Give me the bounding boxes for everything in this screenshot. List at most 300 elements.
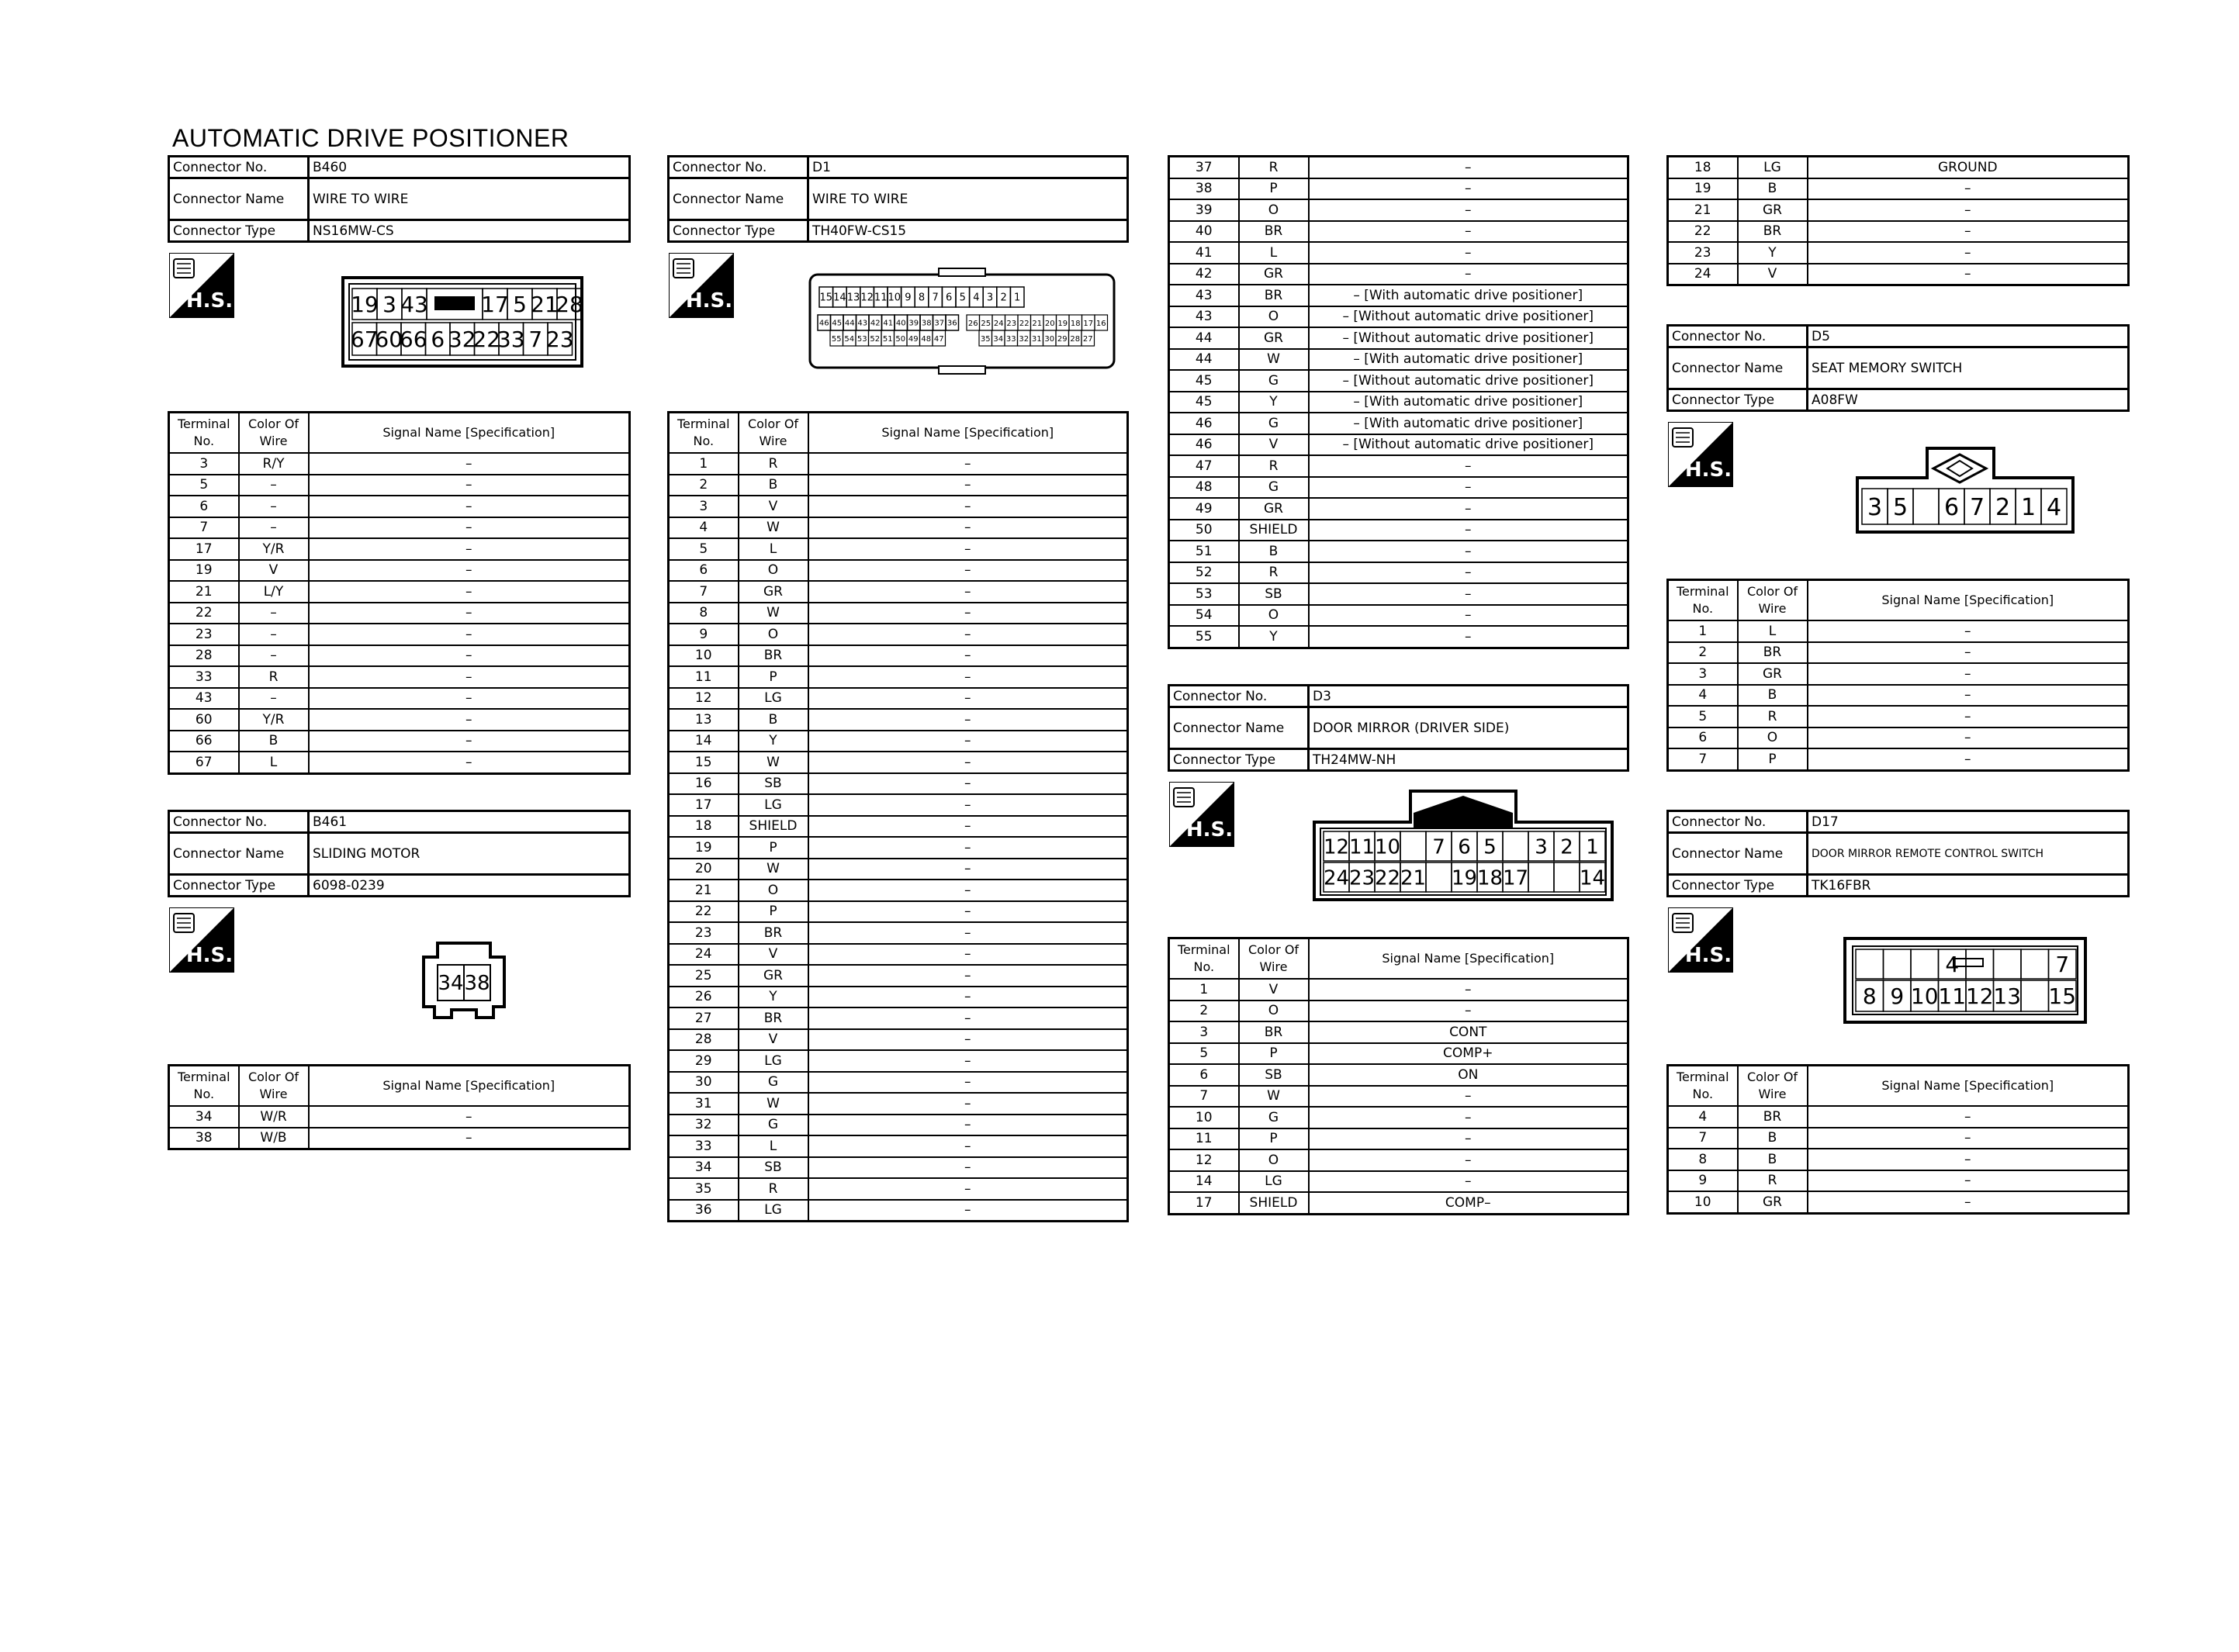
wire-color: – — [239, 645, 309, 667]
terminal-row — [1169, 562, 1628, 584]
terminal-row — [669, 560, 1128, 582]
pin-number: 43 — [857, 319, 868, 328]
terminal-no: 6 — [669, 560, 739, 582]
terminal-no: 1 — [1169, 979, 1239, 1001]
wire-color: – — [239, 496, 309, 517]
signal-name: – — [1808, 221, 2129, 243]
wire-color: O — [1239, 306, 1309, 328]
terminal-no: 9 — [669, 624, 739, 645]
terminal-no: 5 — [1169, 1043, 1239, 1065]
wire-color: BR — [1239, 221, 1309, 243]
terminal-row — [1169, 520, 1628, 541]
signal-name: – — [808, 538, 1128, 560]
wire-color: L — [1239, 242, 1309, 264]
connector-name-value: WIRE TO WIRE — [808, 178, 1128, 220]
terminal-no: 34 — [669, 1157, 739, 1179]
signal-name: – — [808, 1157, 1128, 1179]
terminal-no: 23 — [169, 624, 239, 645]
svg-text:H.S.: H.S. — [1684, 458, 1732, 482]
terminal-no: 21 — [1668, 199, 1738, 221]
connector-no-label: Connector No. — [1169, 686, 1309, 707]
wire-color: W — [739, 603, 808, 624]
terminal-row — [1169, 413, 1628, 434]
pin-number: 1 — [2020, 493, 2037, 521]
pin-number: 12 — [860, 292, 874, 304]
terminal-row — [669, 944, 1128, 966]
wire-color: V — [1239, 434, 1309, 456]
pin-number: 32 — [448, 327, 476, 353]
terminal-no: 50 — [1169, 520, 1239, 541]
terminal-row — [1169, 541, 1628, 562]
wire-color: SB — [739, 773, 808, 795]
wire-color: G — [1239, 477, 1309, 499]
terminal-no: 2 — [1169, 1001, 1239, 1022]
wire-color: SHIELD — [739, 816, 808, 838]
terminal-row — [1169, 477, 1628, 499]
pin-number: 6 — [1458, 835, 1471, 859]
signal-name: – — [808, 922, 1128, 944]
pin-number: 48 — [921, 335, 932, 344]
terminal-row — [1169, 1043, 1628, 1065]
terminal-no: 29 — [669, 1050, 739, 1072]
pin-cell — [1503, 831, 1528, 861]
signal-name: – — [1309, 199, 1628, 221]
terminal-row — [669, 688, 1128, 710]
terminal-row — [669, 496, 1128, 517]
terminal-row — [1668, 1149, 2129, 1170]
signal-name: – — [309, 645, 630, 667]
pin-number: 18 — [1070, 320, 1081, 328]
connector-b461-header — [168, 810, 631, 897]
signal-header: Signal Name [Specification] — [808, 413, 1128, 454]
terminal-no: 8 — [669, 603, 739, 624]
terminal-no: 19 — [1668, 178, 1738, 200]
pin-number: 26 — [967, 320, 978, 328]
connector-type-value: 6098-0239 — [309, 875, 630, 897]
wire-color: P — [1239, 1128, 1309, 1150]
signal-name: – [Without automatic drive positioner] — [1309, 327, 1628, 349]
pin-number: 11 — [874, 292, 888, 304]
terminal-no-header: Terminal No. — [1169, 938, 1239, 980]
svg-text:34: 34 — [438, 972, 464, 995]
terminal-row — [1668, 221, 2129, 243]
signal-name: – [With automatic drive positioner] — [1309, 285, 1628, 306]
terminal-row — [669, 816, 1128, 838]
pin-number: 2 — [1560, 835, 1573, 859]
wire-color: Y — [1738, 242, 1808, 264]
terminal-no: 5 — [169, 475, 239, 496]
wire-color: LG — [1239, 1171, 1309, 1193]
terminal-no: 21 — [669, 880, 739, 901]
signal-name: – — [309, 538, 630, 560]
terminal-no: 11 — [669, 666, 739, 688]
connector-d1-terminal-table — [667, 411, 1129, 1222]
signal-name: – — [309, 731, 630, 752]
terminal-no: 17 — [169, 538, 239, 560]
signal-name: ON — [1309, 1064, 1628, 1086]
wire-color: GR — [1738, 1191, 1808, 1213]
pin-number: 53 — [856, 335, 867, 344]
terminal-no: 43 — [1169, 285, 1239, 306]
wire-color: – — [239, 603, 309, 624]
terminal-row — [669, 1115, 1128, 1136]
signal-name: – — [1309, 178, 1628, 200]
pin-number: 31 — [1031, 335, 1042, 344]
connector-d17-terminal-table — [1666, 1064, 2130, 1215]
pin-number: 11 — [1938, 983, 1967, 1010]
pin-number: 6 — [431, 327, 445, 353]
terminal-row — [669, 475, 1128, 496]
pin-cell — [1426, 862, 1452, 892]
terminal-no: 39 — [1169, 199, 1239, 221]
terminal-row — [169, 731, 630, 752]
pin-number: 25 — [981, 320, 991, 328]
signal-name: – [With automatic drive positioner] — [1309, 392, 1628, 413]
terminal-row — [669, 1072, 1128, 1094]
connector-type-label: Connector Type — [1169, 749, 1309, 771]
pin-number: 33 — [1005, 335, 1016, 344]
terminal-no: 7 — [1668, 748, 1738, 770]
terminal-row — [1668, 728, 2129, 749]
terminal-no: 21 — [169, 581, 239, 603]
terminal-no: 24 — [669, 944, 739, 966]
signal-name: – — [309, 1106, 630, 1128]
pin-number: 4 — [1945, 952, 1960, 978]
connector-d3-face — [1311, 788, 1615, 906]
wire-color: W — [1239, 349, 1309, 371]
signal-name: – — [1309, 1001, 1628, 1022]
connector-d1-header — [667, 155, 1129, 243]
terminal-no: 12 — [669, 688, 739, 710]
wire-color: – — [239, 688, 309, 710]
connector-name-label: Connector Name — [169, 178, 309, 220]
pin-cell — [1528, 862, 1554, 892]
pin-cell — [1966, 949, 1994, 979]
wire-color: W — [739, 752, 808, 773]
signal-name: – — [1808, 642, 2129, 664]
wire-color: O — [1239, 1149, 1309, 1171]
terminal-row — [669, 1135, 1128, 1157]
pin-blocker — [434, 296, 475, 310]
wire-color: B — [239, 731, 309, 752]
wire-color: Y — [1239, 392, 1309, 413]
signal-name: CONT — [1309, 1021, 1628, 1043]
terminal-row — [169, 1106, 630, 1128]
pin-number: 5 — [1483, 835, 1497, 859]
pin-number: 6 — [946, 292, 953, 304]
terminal-row — [1169, 979, 1628, 1001]
signal-name: – [With automatic drive positioner] — [1309, 413, 1628, 434]
hs-icon — [1668, 422, 1733, 487]
terminal-row — [669, 987, 1128, 1008]
terminal-no: 13 — [669, 709, 739, 731]
wire-color: O — [1239, 605, 1309, 627]
terminal-no: 3 — [669, 496, 739, 517]
connector-no-value: D1 — [808, 157, 1128, 178]
terminal-no: 51 — [1169, 541, 1239, 562]
signal-name: COMP– — [1309, 1192, 1628, 1214]
pin-number: 23 — [1006, 320, 1017, 328]
signal-name: – — [1808, 178, 2129, 200]
wire-color: V — [739, 944, 808, 966]
pin-number: 13 — [846, 292, 860, 304]
terminal-no: 34 — [169, 1106, 239, 1128]
wire-color: R — [1239, 562, 1309, 584]
pin-number: 15 — [2048, 983, 2077, 1010]
terminal-no: 4 — [669, 517, 739, 539]
wire-color: W — [1239, 1086, 1309, 1108]
wire-color: P — [739, 837, 808, 859]
terminal-no-header: Terminal No. — [169, 413, 239, 454]
signal-name: – — [1309, 455, 1628, 477]
wire-color: L — [739, 538, 808, 560]
pin-number: 19 — [351, 292, 379, 317]
svg-text:H.S.: H.S. — [185, 944, 234, 967]
wire-color: Y — [1239, 626, 1309, 648]
terminal-row — [1169, 1149, 1628, 1171]
terminal-row — [1169, 178, 1628, 200]
connector-no-value: D17 — [1808, 811, 2129, 833]
terminal-no: 7 — [1169, 1086, 1239, 1108]
connector-type-value: TH40FW-CS15 — [808, 220, 1128, 242]
wire-color: V — [1239, 979, 1309, 1001]
svg-text:H.S.: H.S. — [685, 289, 733, 313]
signal-name: – [Without automatic drive positioner] — [1309, 434, 1628, 456]
wire-color: LG — [739, 1050, 808, 1072]
terminal-row — [669, 645, 1128, 667]
hs-icon — [169, 907, 234, 973]
signal-name: – — [1808, 620, 2129, 642]
signal-name: – — [1808, 685, 2129, 707]
signal-header: Signal Name [Specification] — [1808, 1066, 2129, 1107]
terminal-row — [169, 581, 630, 603]
terminal-no: 10 — [1169, 1107, 1239, 1128]
terminal-row — [669, 752, 1128, 773]
pin-number: 12 — [1323, 835, 1350, 859]
terminal-row — [1668, 1191, 2129, 1213]
signal-name: – — [808, 859, 1128, 880]
pin-number: 60 — [375, 327, 403, 353]
pin-number: 33 — [497, 327, 525, 353]
wire-color: R — [739, 1178, 808, 1200]
wire-color: B — [1738, 178, 1808, 200]
signal-name: – — [1309, 1107, 1628, 1128]
terminal-no: 17 — [1169, 1192, 1239, 1214]
pin-number: 47 — [933, 335, 944, 344]
signal-name: – — [808, 709, 1128, 731]
wire-color: B — [1738, 685, 1808, 707]
terminal-row — [1169, 626, 1628, 648]
terminal-row — [1169, 1086, 1628, 1108]
terminal-no: 3 — [1169, 1021, 1239, 1043]
pin-number: 52 — [870, 335, 881, 344]
pin-number: 55 — [831, 335, 842, 344]
wire-color: O — [1738, 728, 1808, 749]
terminal-row — [669, 453, 1128, 475]
signal-name: – — [1309, 626, 1628, 648]
signal-name: – — [808, 965, 1128, 987]
wire-color: O — [739, 880, 808, 901]
pin-number: 3 — [986, 292, 994, 304]
terminal-no: 19 — [669, 837, 739, 859]
wire-color: BR — [1738, 642, 1808, 664]
connector-d5-header — [1666, 324, 2130, 412]
terminal-no: 24 — [1668, 264, 1738, 285]
page-title: AUTOMATIC DRIVE POSITIONER — [172, 124, 569, 152]
signal-name: – — [808, 645, 1128, 667]
pin-number: 34 — [993, 335, 1004, 344]
wire-color: GR — [1738, 663, 1808, 685]
terminal-no: 8 — [1668, 1149, 1738, 1170]
terminal-no: 25 — [669, 965, 739, 987]
connector-no-value: B460 — [309, 157, 630, 178]
connector-no-label: Connector No. — [1668, 811, 1808, 833]
pin-number: 4 — [973, 292, 980, 304]
pin-number: 4 — [2046, 493, 2062, 521]
signal-header: Signal Name [Specification] — [1309, 938, 1628, 980]
terminal-row — [1668, 706, 2129, 728]
wire-color: BR — [1738, 221, 1808, 243]
pin-number: 8 — [1862, 983, 1877, 1010]
terminal-no: 11 — [1169, 1128, 1239, 1150]
terminal-no: 60 — [169, 709, 239, 731]
terminal-row — [669, 1093, 1128, 1115]
signal-name: – — [1808, 264, 2129, 285]
pin-number: 24 — [993, 320, 1004, 328]
pin-number: 46 — [818, 319, 829, 328]
terminal-row — [169, 603, 630, 624]
pin-number: 3 — [1535, 835, 1548, 859]
signal-name: – — [808, 752, 1128, 773]
terminal-no: 23 — [1668, 242, 1738, 264]
wire-color: – — [239, 475, 309, 496]
signal-name: – — [808, 731, 1128, 752]
terminal-row — [669, 922, 1128, 944]
terminal-no: 67 — [169, 752, 239, 773]
signal-name: – — [1808, 242, 2129, 264]
terminal-no: 17 — [669, 794, 739, 816]
wire-color: LG — [739, 688, 808, 710]
signal-name: – — [1309, 477, 1628, 499]
signal-name: – — [1808, 728, 2129, 749]
signal-name: – — [309, 666, 630, 688]
wire-color: Y/R — [239, 709, 309, 731]
pin-number: 19 — [1057, 320, 1068, 328]
pin-number: 42 — [870, 319, 881, 328]
terminal-row — [669, 581, 1128, 603]
terminal-no: 47 — [1169, 455, 1239, 477]
wire-color: R — [239, 666, 309, 688]
terminal-row — [1668, 620, 2129, 642]
svg-text:H.S.: H.S. — [1185, 818, 1234, 842]
connector-d5-face — [1854, 444, 2076, 538]
signal-name: – — [1808, 748, 2129, 770]
pin-number: 2 — [1995, 493, 2011, 521]
signal-name: – — [808, 581, 1128, 603]
terminal-row — [1169, 157, 1628, 178]
pin-cell — [1913, 489, 1939, 524]
terminal-no: 44 — [1169, 327, 1239, 349]
pin-number: 7 — [1432, 835, 1445, 859]
terminal-no: 2 — [669, 475, 739, 496]
terminal-no-header: Terminal No. — [169, 1066, 239, 1107]
terminal-row — [669, 538, 1128, 560]
pin-number: 20 — [1044, 320, 1055, 328]
terminal-no: 20 — [669, 859, 739, 880]
wire-color: O — [1239, 199, 1309, 221]
terminal-row — [169, 453, 630, 475]
svg-text:38: 38 — [464, 972, 490, 995]
terminal-row — [669, 666, 1128, 688]
signal-name: – — [1808, 1170, 2129, 1192]
terminal-row — [669, 773, 1128, 795]
signal-name: – — [309, 475, 630, 496]
color-header: Color Of Wire — [1239, 938, 1309, 980]
pin-number: 5 — [1892, 493, 1909, 521]
signal-name: – — [1309, 264, 1628, 285]
terminal-no: 38 — [169, 1128, 239, 1149]
terminal-row — [1169, 1001, 1628, 1022]
terminal-no: 22 — [169, 603, 239, 624]
wire-color: LG — [1738, 157, 1808, 178]
terminal-row — [1668, 685, 2129, 707]
signal-name: – — [808, 1200, 1128, 1222]
terminal-no: 28 — [169, 645, 239, 667]
terminal-row — [669, 624, 1128, 645]
signal-name: – — [1309, 520, 1628, 541]
signal-name: – — [309, 453, 630, 475]
terminal-row — [1668, 242, 2129, 264]
terminal-no: 18 — [1668, 157, 1738, 178]
pin-number: 23 — [1348, 866, 1376, 890]
pin-number: 7 — [1969, 493, 1985, 521]
terminal-no: 6 — [169, 496, 239, 517]
pin-number: 5 — [959, 292, 966, 304]
signal-name: – — [1808, 1191, 2129, 1213]
pin-number: 22 — [472, 327, 501, 353]
terminal-no: 3 — [169, 453, 239, 475]
connector-type-label: Connector Type — [669, 220, 808, 242]
connector-type-label: Connector Type — [1668, 389, 1808, 411]
wire-color: V — [239, 560, 309, 582]
terminal-row — [1169, 327, 1628, 349]
signal-name: – — [808, 1135, 1128, 1157]
terminal-row — [169, 645, 630, 667]
signal-name: – — [808, 560, 1128, 582]
wire-color: GR — [1738, 199, 1808, 221]
signal-name: – — [309, 688, 630, 710]
terminal-row — [1169, 370, 1628, 392]
wire-color: W/B — [239, 1128, 309, 1149]
wire-color: SHIELD — [1239, 1192, 1309, 1214]
signal-header: Signal Name [Specification] — [309, 413, 630, 454]
connector-name-label: Connector Name — [1169, 707, 1309, 749]
terminal-no: 33 — [169, 666, 239, 688]
terminal-no: 55 — [1169, 626, 1239, 648]
wire-color: G — [739, 1072, 808, 1094]
pin-number: 12 — [1965, 983, 1994, 1010]
terminal-row — [1169, 199, 1628, 221]
terminal-no: 16 — [669, 773, 739, 795]
terminal-row — [1169, 242, 1628, 264]
hs-icon — [669, 253, 734, 318]
pin-number: 51 — [882, 335, 893, 344]
wire-color: V — [739, 496, 808, 517]
signal-name: – — [1309, 1086, 1628, 1108]
terminal-no: 14 — [1169, 1171, 1239, 1193]
terminal-row — [1668, 748, 2129, 770]
wire-color: O — [739, 624, 808, 645]
